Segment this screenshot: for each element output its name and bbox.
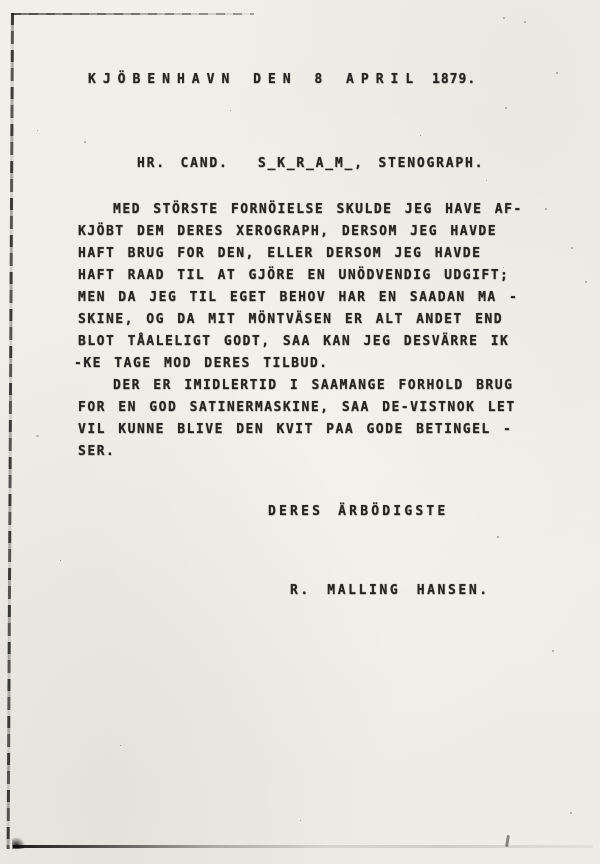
- letter-body-line: -KE TAGE MOD DERES TILBUD.: [74, 356, 329, 371]
- paper-speck: [585, 281, 587, 283]
- closing-line: DERES ÄRBÖDIGSTE: [268, 504, 449, 519]
- paper-speck: [37, 130, 38, 131]
- letter-body-line: HAFT BRUG FOR DEN, ELLER DERSOM JEG HAVDE: [78, 246, 482, 261]
- letter-body-line: FOR EN GOD SATINERMASKINE, SAA DE-VISTNOK LET: [78, 400, 516, 415]
- letter-body-line: KJÖBT DEM DERES XEROGRAPH, DERSOM JEG HAVDE: [78, 224, 498, 239]
- letter-body-line: SER.: [78, 444, 116, 459]
- paper-speck: [524, 21, 526, 23]
- paper-speck: [36, 435, 39, 437]
- paper-speck: [503, 17, 505, 19]
- paper-speck: [120, 745, 121, 746]
- paper-speck: [230, 110, 231, 111]
- signature-line: R. MALLING HANSEN.: [290, 583, 490, 598]
- letter-body-line: BLOT TÅALELIGT GODT, SAA KAN JEG DESVÄRRE IK: [78, 334, 510, 349]
- paper-speck: [84, 141, 86, 143]
- dateline-place-date: KJÖBENHAVN DEN 8 APRIL: [88, 72, 421, 87]
- paper-speck: [570, 812, 572, 814]
- paper-speck: [552, 650, 554, 652]
- letter-body-line: DER ER IMIDLERTID I SAAMANGE FORHOLD BRUG: [113, 378, 514, 393]
- paper-speck: [571, 247, 573, 249]
- dateline-year: 1879.: [420, 72, 477, 87]
- dateline: [88, 72, 476, 87]
- letter-body-line: HAFT RAAD TIL AT GJÖRE EN UNÖDVENDIG UDGIFT;: [78, 268, 510, 283]
- letter-body: [74, 199, 558, 463]
- paper-speck: [556, 72, 558, 74]
- paper-speck: [486, 180, 487, 181]
- paper-speck: [505, 107, 507, 109]
- salutation-line: HR. CAND. S_K_R_A_M_, STENOGRAPH.: [137, 156, 485, 171]
- scan-edge-top: [12, 13, 254, 15]
- letter-body-line: SKINE, OG DA MIT MÖNTVÄSEN ER ALT ANDET END: [78, 312, 504, 327]
- scan-corner-blob: [12, 838, 26, 849]
- letter-body-line: VIL KUNNE BLIVE DEN KVIT PAA GODE BETINGEL -: [78, 422, 513, 437]
- letter-body-line: MEN DA JEG TIL EGET BEHOV HAR EN SAADAN MA -: [78, 290, 519, 305]
- paper-speck: [60, 560, 61, 561]
- paper-speck: [497, 536, 499, 538]
- letter-body-line: MED STÖRSTE FORNÖIELSE SKULDE JEG HAVE AF-: [113, 202, 523, 217]
- scan-edge-left: [7, 13, 14, 849]
- paper-speck: [420, 135, 421, 136]
- paper-speck: [300, 820, 301, 821]
